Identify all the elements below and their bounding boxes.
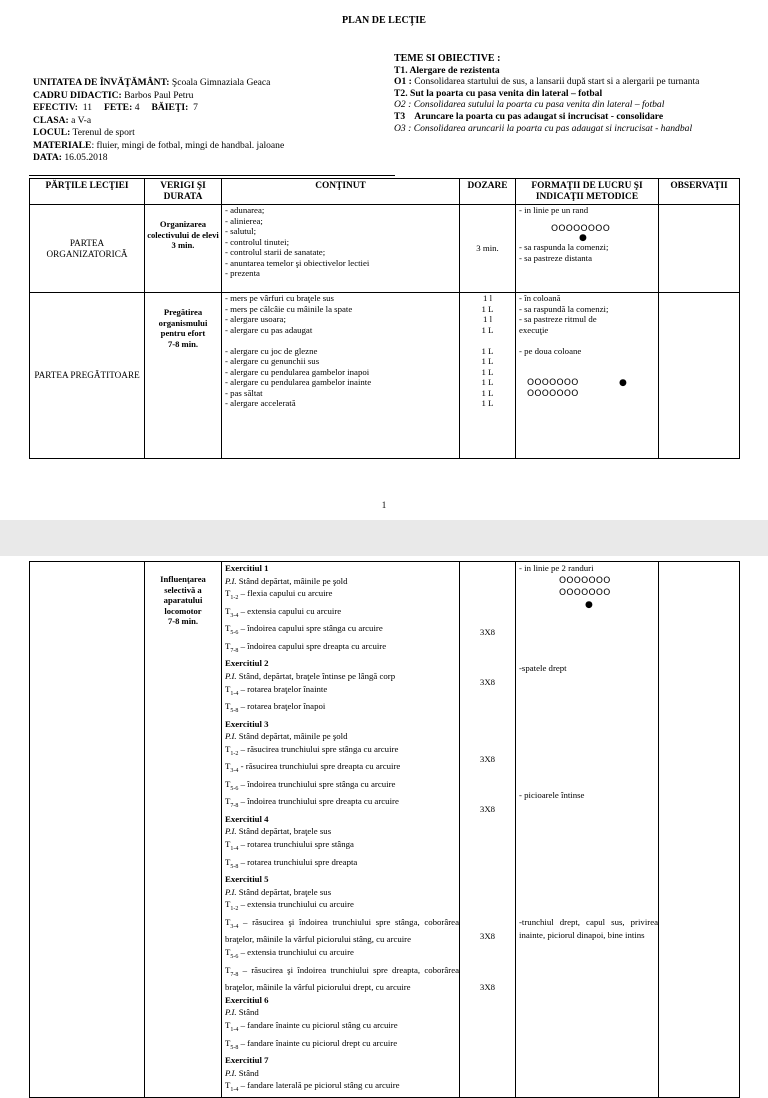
exercises-cell bbox=[222, 562, 460, 1098]
dozare-value: 1 L bbox=[481, 303, 494, 314]
document-page-1 bbox=[0, 0, 768, 520]
dozare-spacer bbox=[460, 854, 515, 867]
theme-1: T1. Alergare de rezistenta bbox=[394, 64, 500, 76]
content-line: - prezenta bbox=[225, 268, 260, 278]
themes-objectives bbox=[394, 53, 734, 134]
observatii-cell bbox=[659, 205, 740, 293]
formation-dots: OOOOOOO bbox=[527, 388, 579, 399]
formatii-cell: - in linie pe un rand OOOOOOOO ● - sa raspunda la comenzi; - sa pastreze distanta bbox=[516, 205, 659, 293]
info-clasa: CLASA: a V-a bbox=[33, 114, 92, 126]
header-content: CONŢINUT bbox=[222, 179, 460, 205]
content-line: - anuntarea temelor şi obiectivelor lectiei bbox=[225, 257, 370, 268]
teacher-bullet: ● bbox=[579, 233, 587, 243]
formation-dots: OOOOOOOO bbox=[551, 223, 611, 234]
dozare-value bbox=[460, 335, 515, 346]
dozare-spacer bbox=[460, 1007, 515, 1020]
dozare-spacer bbox=[460, 638, 515, 651]
content-line: - adunarea; bbox=[225, 205, 265, 215]
exercise-step: $T_{1-2}$ – răsucirea trunchiului spre stânga cu arcuire bbox=[225, 743, 399, 757]
dozare-spacer bbox=[460, 727, 515, 740]
part-cell bbox=[30, 562, 145, 1098]
initial-position: P.I. Stând depărtat, mâinile pe şold bbox=[225, 575, 348, 586]
objective-2: O2 : Consolidarea sutului la poarta cu pasa venita din lateral – fotbal bbox=[394, 99, 665, 111]
exercise-step: $T_{3-4}$ – extensia capului cu arcuire bbox=[225, 605, 342, 619]
exercise-step: $T_{5-8}$ – fandare înainte cu piciorul drept cu arcuire bbox=[225, 1037, 398, 1051]
exercise-step: $T_{7-8}$ – îndoirea trunchiului spre dreapta cu arcuire bbox=[225, 796, 399, 810]
exercise-title: Exercitiul 6 bbox=[225, 994, 269, 1005]
content-cell bbox=[222, 293, 460, 459]
exercise-step: $T_{1-2}$ – flexia capului cu arcuire bbox=[225, 588, 333, 602]
exercise-title: Exercitiul 1 bbox=[225, 563, 269, 573]
table-row bbox=[30, 205, 740, 293]
dozare-spacer bbox=[460, 969, 515, 982]
info-efectiv: EFECTIV: 11 FETE: 4 BĂIEŢI: 7 bbox=[33, 102, 198, 113]
dozare-value: 1 L bbox=[481, 377, 494, 387]
exercise-step: $T_{1-4}$ – rotarea trunchiului spre stânga bbox=[225, 839, 354, 852]
exercise-step: $T_{1-4}$ – fandare laterală pe piciorul stâng cu arcuire bbox=[225, 1080, 400, 1094]
dozare-value: 1 L bbox=[481, 398, 494, 408]
initial-position: P.I. Stând depărtat, braţele sus bbox=[225, 886, 332, 897]
lesson-table-page-2 bbox=[29, 561, 740, 1098]
content-line: - salutul; bbox=[225, 226, 257, 236]
dozare-spacer bbox=[460, 943, 515, 956]
part-organizatorica: PARTEA ORGANIZATORICĂ bbox=[30, 205, 145, 293]
dozare-spacer bbox=[460, 994, 515, 1007]
dozare-value: 1 L bbox=[481, 324, 494, 335]
initial-position: P.I. Stând depărtat, braţele sus bbox=[225, 826, 332, 837]
dozare-value: 3X8 bbox=[479, 753, 496, 764]
dozare-spacer bbox=[460, 880, 515, 893]
dozare-value: 3X8 bbox=[479, 626, 496, 637]
observatii-cell bbox=[659, 562, 740, 1098]
exercise-title: Exercitiul 5 bbox=[225, 874, 269, 885]
dozare-spacer bbox=[460, 829, 515, 842]
dozare-value: 1 l bbox=[482, 293, 493, 303]
dozare-value: 1 L bbox=[481, 345, 494, 356]
dozare-spacer bbox=[460, 689, 515, 702]
exercise-step: $T_{1-4}$ – fandare înainte cu piciorul stâng cu arcuire bbox=[225, 1020, 398, 1033]
themes-heading: TEME SI OBIECTIVE : bbox=[394, 53, 501, 64]
dozare-spacer bbox=[460, 562, 515, 575]
exercise-title: Exercitiul 7 bbox=[225, 1055, 269, 1065]
content-line: - mers pe vârfuri cu braţele sus bbox=[225, 293, 334, 303]
initial-position: P.I. Stând depărtat, mâinile pe şold bbox=[225, 731, 348, 742]
exercise-step: $T_{1-2}$ – extensia trunchiului cu arcuire bbox=[225, 899, 354, 913]
dozare-spacer bbox=[460, 587, 515, 600]
dozare-spacer bbox=[460, 816, 515, 829]
table-row bbox=[30, 293, 740, 459]
info-materiale: MATERIALE: fluier, mingi de fotbal, mingi de handbal. jaloane bbox=[33, 139, 285, 151]
objective-3: O3 : Consolidarea aruncarii la poarta cu pas adaugat si incrucisat - handbal bbox=[394, 122, 693, 134]
exercise-step: $T_{5-6}$ – îndoirea trunchiului spre stânga cu arcuire bbox=[225, 778, 396, 792]
exercise-step: $T_{3-4}$ - răsucirea trunchiului spre dreapta cu arcuire bbox=[225, 761, 401, 775]
formation-dots: OOOOOOO ● bbox=[527, 378, 628, 388]
content-line: - alergare cu pendularea gambelor inainte bbox=[225, 377, 372, 387]
dozare-spacer bbox=[460, 867, 515, 880]
content-line: - mers pe călcâie cu mâinile la spate bbox=[225, 303, 353, 314]
dozare-spacer bbox=[460, 905, 515, 918]
dozare-cell bbox=[460, 562, 516, 1098]
header-parts: PĂRŢILE LECŢIEI bbox=[30, 179, 145, 205]
dozare-cell: 3 min. bbox=[460, 205, 516, 293]
header-formatii: FORMAŢII DE LUCRU ŞI INDICAŢII METODICE bbox=[516, 179, 659, 205]
info-data: DATA: 16.05.2018 bbox=[33, 152, 108, 163]
initial-position: P.I. Stând bbox=[225, 1007, 259, 1018]
initial-position: P.I. Stând bbox=[225, 1067, 259, 1078]
dozare-value: 1 L bbox=[481, 356, 494, 366]
dozare-value: 1 L bbox=[481, 366, 494, 377]
dozare-spacer bbox=[460, 892, 515, 905]
formation-dots: OOOOOOO bbox=[559, 575, 611, 586]
formatii-cell: - in linie pe 2 randuri OOOOOOO OOOOOOO ● -spatele drept - picioarele întinse -trunchiul drept, capul sus, privirea inainte, piciorul dinapoi, bine intins bbox=[516, 562, 659, 1098]
content-line: - alergare usoara; bbox=[225, 314, 286, 324]
header-verigi: VERIGI ŞI DURATA bbox=[145, 179, 222, 205]
exercise-step: $T_{5-8}$ – rotarea braţelor înapoi bbox=[225, 701, 326, 714]
dozare-spacer bbox=[460, 702, 515, 715]
teacher-bullet: ● bbox=[585, 599, 593, 610]
dozare-value: 3X8 bbox=[479, 677, 496, 688]
teacher-bullet: ● bbox=[619, 378, 628, 388]
content-line: - alergare cu joc de glezne bbox=[225, 345, 318, 356]
content-line: - alergare accelerată bbox=[225, 398, 296, 408]
dozare-spacer bbox=[460, 778, 515, 791]
part-pregatitoare: PARTEA PREGĂTITOARE bbox=[30, 293, 145, 459]
verigi-cell: Pregătirea organismului pentru efort 7-8 min. bbox=[145, 293, 222, 459]
dozare-spacer bbox=[460, 841, 515, 854]
info-cadru: CADRU DIDACTIC: Barbos Paul Petru bbox=[33, 89, 194, 101]
dozare-spacer bbox=[460, 740, 515, 753]
dozare-spacer bbox=[460, 918, 515, 931]
page-gap bbox=[0, 520, 768, 556]
content-line: - alinierea; bbox=[225, 215, 263, 226]
exercise-title: Exercitiul 2 bbox=[225, 658, 269, 669]
dozare-cell bbox=[460, 293, 516, 459]
dozare-value: 3X8 bbox=[479, 804, 496, 815]
initial-position: P.I. Stând, depărtat, braţele întinse pe lângă corp bbox=[225, 670, 396, 681]
table-row bbox=[30, 562, 740, 1098]
dozare-spacer bbox=[460, 575, 515, 588]
formatii-cell: - în coloană - sa raspundă la comenzi; - sa pastreze ritmul de execuţie - pe doua coloane OOOOOOO ● OOOOOOO bbox=[516, 293, 659, 459]
exercise-step: $T_{3-4}$ – răsucirea şi îndoirea trunchiului spre stânga, coborârea braţelor, mâinile la vârful piciorului stâng, cu arcuire bbox=[225, 916, 459, 945]
info-locul: LOCUL: Terenul de sport bbox=[33, 127, 135, 138]
formation-dots: OOOOOOO bbox=[559, 587, 611, 598]
dozare-value: 3X8 bbox=[479, 982, 496, 993]
dozare-spacer bbox=[460, 956, 515, 969]
theme-2: T2. Sut la poarta cu pasa venita din lateral – fotbal bbox=[394, 87, 603, 99]
exercise-step: $T_{5-8}$ – rotarea trunchiului spre dreapta bbox=[225, 856, 358, 870]
verigi-cell: Influenţarea selectivă a aparatului locomotor 7-8 min. bbox=[145, 562, 222, 1098]
dozare-spacer bbox=[460, 664, 515, 677]
dozare-spacer bbox=[460, 613, 515, 626]
content-line: - alergare cu pendularea gambelor inapoi bbox=[225, 366, 370, 377]
theme-3: T3 Aruncare la poarta cu pas adaugat si incrucisat - consolidare bbox=[394, 110, 664, 122]
content-line bbox=[225, 335, 459, 346]
dozare-spacer bbox=[460, 765, 515, 778]
info-unitate: UNITATEA DE ÎNVĂŢĂMÂNT: Şcoala Gimnaziala Geaca bbox=[33, 77, 271, 88]
dozare-value: 1 l bbox=[482, 314, 493, 324]
exercise-step: $T_{7-8}$ – îndoirea capului spre dreapta cu arcuire bbox=[225, 640, 387, 654]
dozare-spacer bbox=[460, 651, 515, 664]
dozare-value: 1 L bbox=[481, 387, 494, 398]
lesson-info bbox=[33, 77, 393, 165]
exercise-step: $T_{5-6}$ – extensia trunchiului cu arcuire bbox=[225, 947, 354, 960]
page-title: PLAN DE LECŢIE bbox=[342, 15, 426, 26]
content-line: - alergare cu pas adaugat bbox=[225, 324, 313, 335]
separator-line bbox=[29, 175, 395, 176]
exercise-step: $T_{7-8}$ – răsucirea şi îndoirea trunchiului spre dreapta, coborârea braţelor, mâinile la vârful piciorului drept, cu arcuire bbox=[225, 964, 459, 992]
dozare-spacer bbox=[460, 714, 515, 727]
content-line: - alergare cu genunchii sus bbox=[225, 356, 320, 366]
header-observatii: OBSERVAŢII bbox=[659, 179, 740, 205]
exercise-step: $T_{5-6}$ – îndoirea capului spre stânga cu arcuire bbox=[225, 623, 383, 637]
header-dozare: DOZARE bbox=[460, 179, 516, 205]
dozare-spacer bbox=[460, 1019, 515, 1032]
dozare-value: 3X8 bbox=[479, 931, 496, 942]
content-cell bbox=[222, 205, 460, 293]
objective-1: O1 : Consolidarea startului de sus, a lansarii după start si a alergarii pe turnanta bbox=[394, 76, 700, 88]
exercise-title: Exercitiul 4 bbox=[225, 813, 269, 824]
lesson-table-page-1 bbox=[29, 178, 740, 459]
page-number: 1 bbox=[381, 500, 387, 510]
content-line: - pas săltat bbox=[225, 387, 263, 398]
dozare-spacer bbox=[460, 600, 515, 613]
observatii-cell bbox=[659, 293, 740, 459]
content-line: - controlul starii de sanatate; bbox=[225, 247, 326, 257]
verigi-cell: Organizarea colectivului de elevi 3 min. bbox=[145, 205, 222, 293]
exercise-step: $T_{1-4}$ – rotarea braţelor înainte bbox=[225, 683, 328, 697]
content-line: - controlul tinutei; bbox=[225, 236, 290, 247]
dozare-spacer bbox=[460, 791, 515, 804]
exercise-title: Exercitiul 3 bbox=[225, 718, 269, 729]
